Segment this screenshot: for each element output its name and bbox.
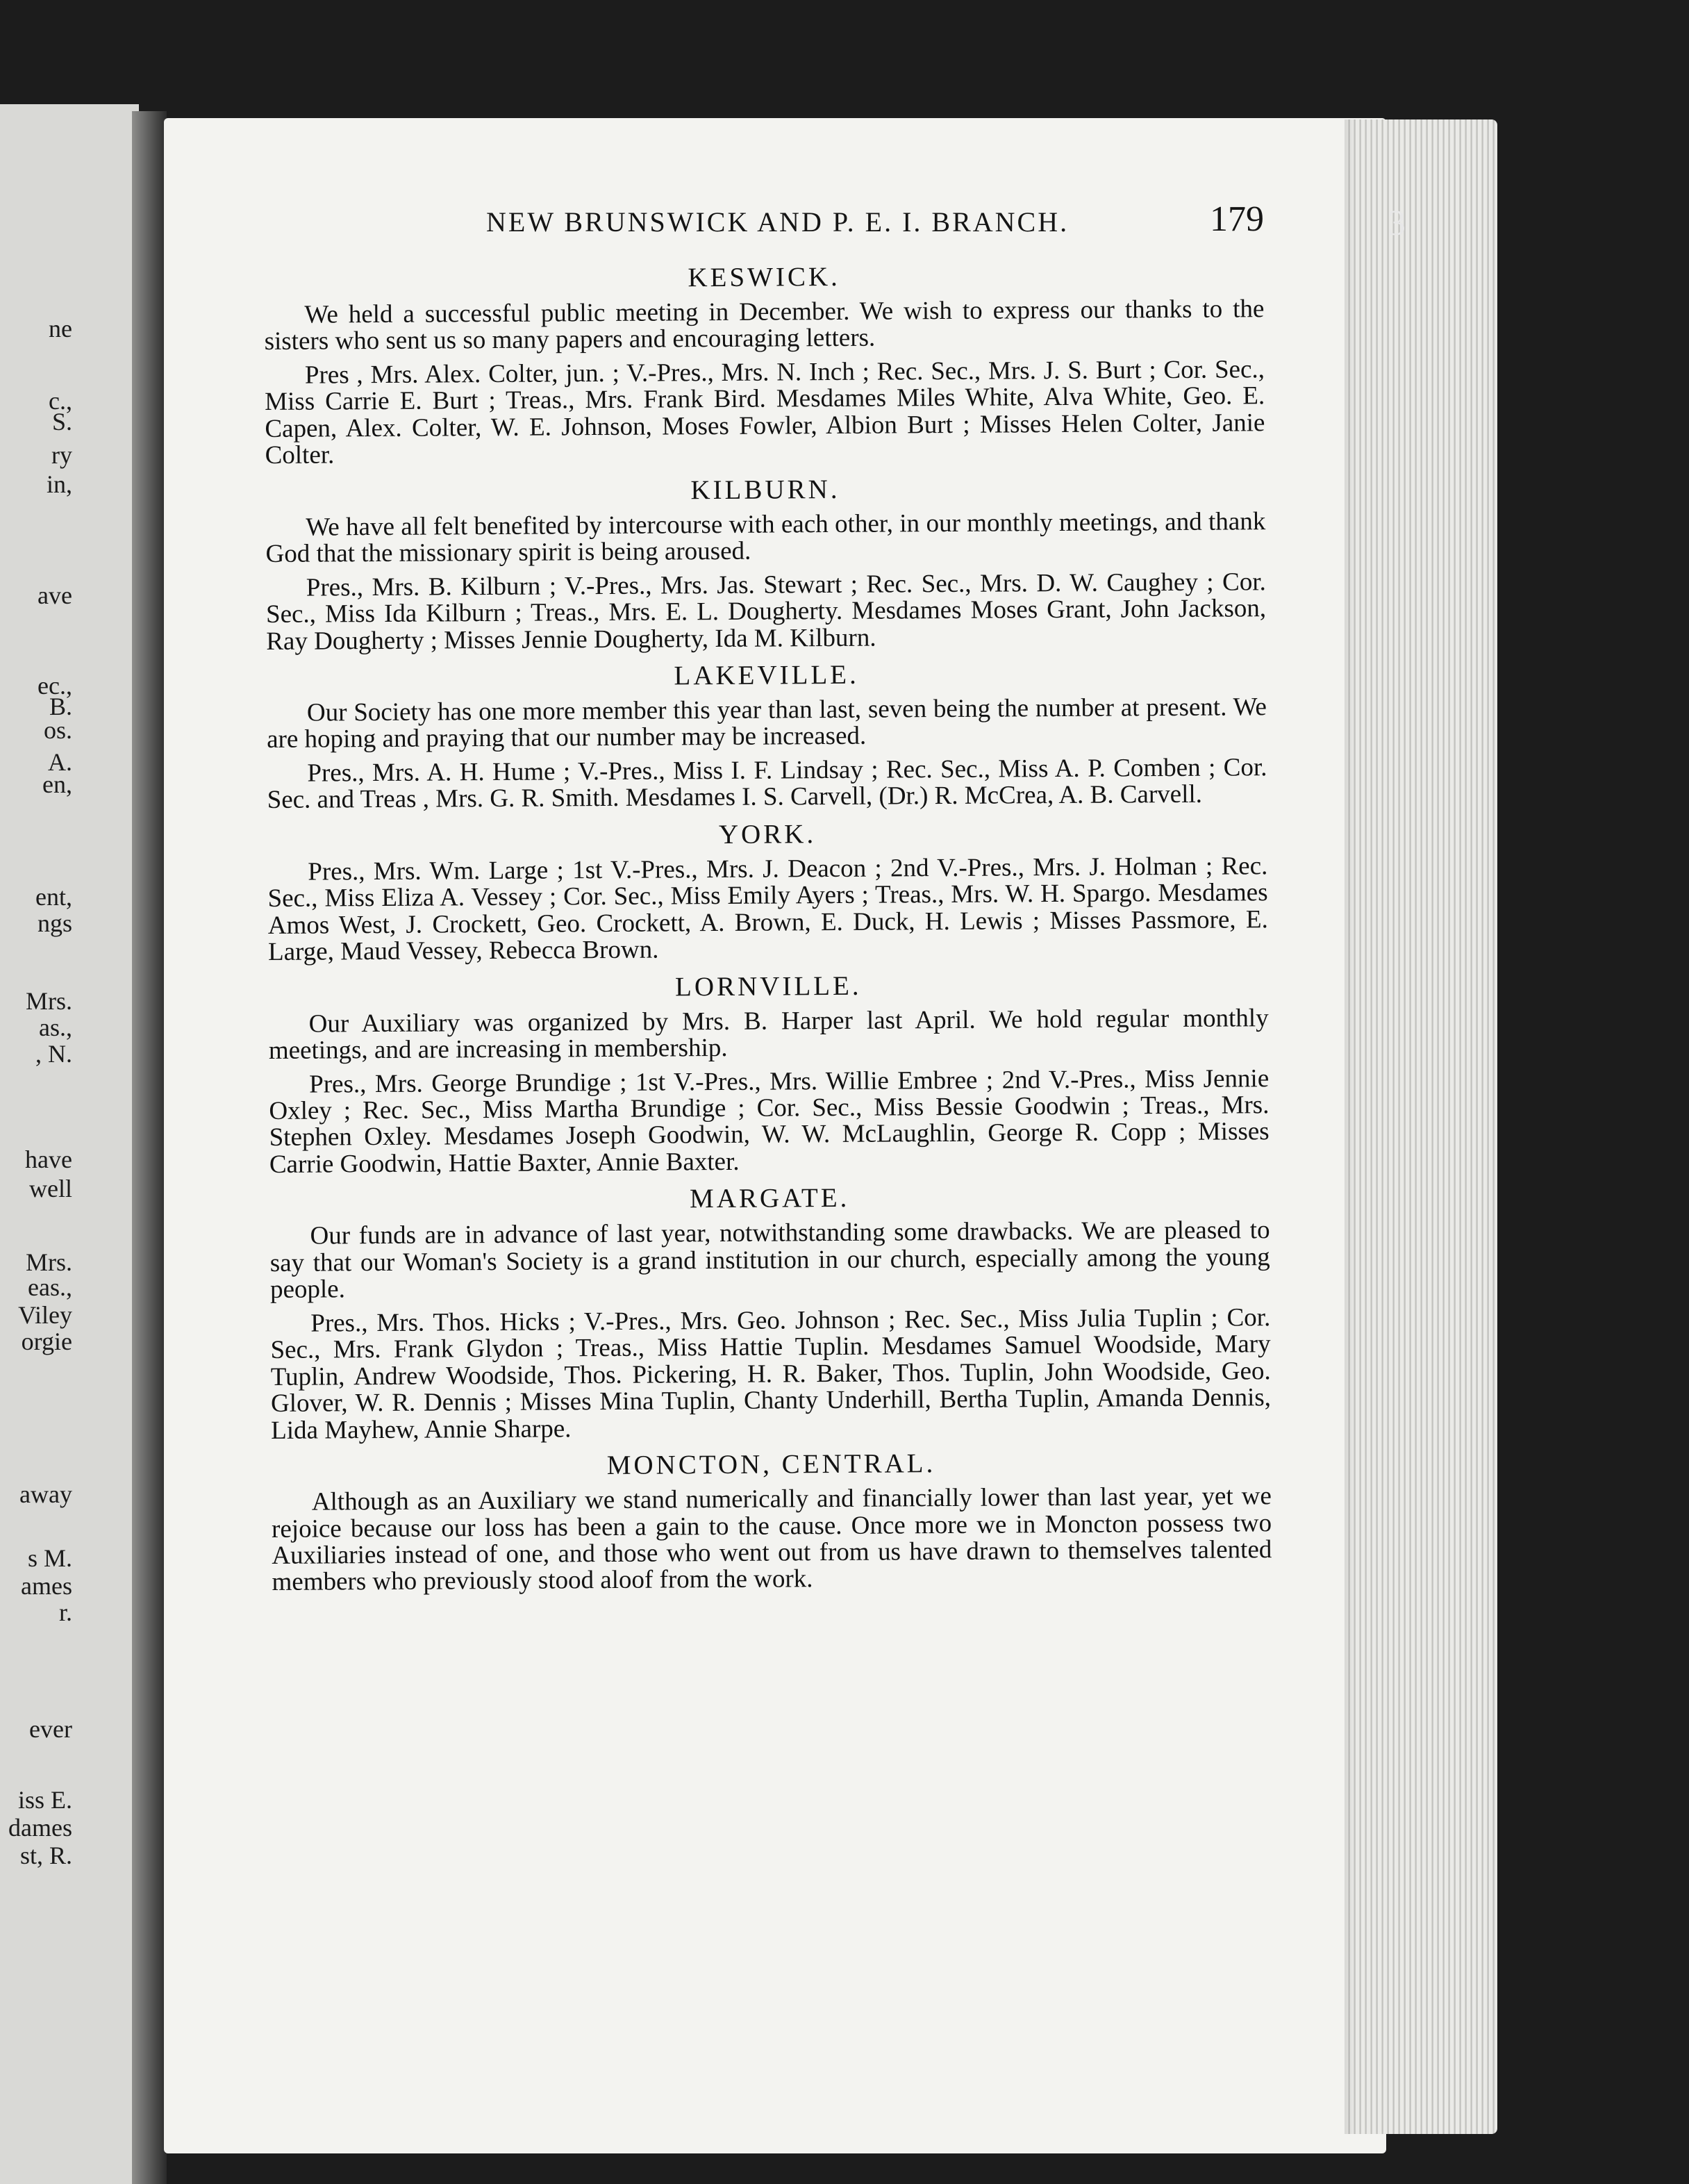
left-page-fragment: have [25, 1145, 72, 1173]
page-header [486, 199, 1264, 251]
officers-paragraph: Pres., Mrs. B. Kilburn ; V.-Pres., Mrs. Jas. Stewart ; Rec. Sec., Mrs. D. W. Caughey ; Cor. Sec., Miss Ida Kilburn ; Treas., Mrs. E. L. Dougherty. Mesdames Moses Grant, John Jackson, Ray Dougherty ; Misses Jennie Dougherty, Ida M. Kilburn. [265, 567, 1267, 656]
report-paragraph: Our Auxiliary was organized by Mrs. B. Harper last April. We hold regular monthly meetings, and are increasing in membership. [268, 1003, 1269, 1066]
left-page-fragment: eas., [28, 1273, 72, 1301]
left-page-fragment: in, [46, 470, 72, 498]
left-page-fragment: s M. [27, 1544, 72, 1572]
left-page-fragment: B. [49, 693, 72, 720]
left-page-fragment: os. [43, 716, 72, 744]
left-page-fragment: ent, [35, 883, 72, 911]
page-edge-shadow [1345, 119, 1356, 2134]
section [268, 970, 1270, 1179]
officers-paragraph: Pres., Mrs. George Brundige ; 1st V.-Pres., Mrs. Willie Embree ; 2nd V.-Pres., Miss Jennie Oxley ; Rec. Sec., Miss Martha Brundige ; Cor. Sec., Miss Bessie Goodwin ; Treas., Mrs. Stephen Oxley. Mesdames Joseph Goodwin, W. W. McLaughlin, George R. Copp ; Misses Carrie Goodwin, Hattie Baxter, Annie Baxter. [269, 1064, 1270, 1179]
gutter-shadow [132, 111, 167, 2184]
left-page-fragment: Mrs. [25, 1248, 72, 1276]
report-paragraph: Our funds are in advance of last year, notwithstanding some drawbacks. We are pleased to say that our Woman's Society is a grand institution in our church, especially among the young people. [269, 1216, 1270, 1305]
page-edges [1345, 119, 1497, 2134]
left-page-fragment: ames [21, 1572, 72, 1600]
section-title: MONCTON, CENTRAL. [606, 1448, 936, 1481]
left-page-fragment: dames [8, 1814, 72, 1842]
section [271, 1448, 1272, 1596]
left-page-fragment: ngs [37, 909, 72, 937]
left-page-fragment: A. [48, 748, 72, 776]
section [267, 818, 1268, 966]
officers-paragraph: Pres., Mrs. A. H. Hume ; V.-Pres., Miss I. F. Lindsay ; Rec. Sec., Miss A. P. Comben ; Cor. Sec. and Treas , Mrs. G. R. Smith. Mesdames I. S. Carvell, (Dr.) R. McCrea, A. B. Carvell. [267, 753, 1267, 815]
officers-paragraph: Pres., Mrs. Wm. Large ; 1st V.-Pres., Mrs. J. Deacon ; 2nd V.-Pres., Mrs. J. Holman ; Rec. Sec., Miss Eliza A. Vessey ; Cor. Sec., Miss Emily Ayers ; Treas., Mrs. W. H. Spargo. Mesdames Amos West, J. Crockett, Geo. Crockett, A. Brown, E. Duck, H. Lewis ; Misses Passmore, E. Large, Maud Vessey, Rebecca Brown. [267, 851, 1268, 967]
running-head: NEW BRUNSWICK AND P. E. I. BRANCH. [486, 206, 1070, 238]
left-page-fragment: orgie [21, 1327, 72, 1355]
section-title: KESWICK. [688, 261, 840, 293]
left-page-fragment: en, [42, 770, 72, 798]
left-page-fragment: ne [49, 315, 72, 342]
left-page-fragment: ever [29, 1715, 72, 1743]
left-page-fragment: ec., [38, 672, 72, 700]
left-page-fragment: Mrs. [25, 987, 72, 1015]
left-page-fragment: , N. [35, 1040, 72, 1068]
left-page-fragment: S. [51, 408, 72, 436]
left-page-text-fragments [0, 0, 83, 2184]
page-content [264, 260, 1272, 1603]
report-paragraph: Our Society has one more member this year than last, seven being the number at present. We are hoping and praying that our number may be increased. [267, 693, 1267, 754]
section [264, 260, 1265, 470]
left-page-fragment: ave [38, 581, 72, 609]
report-paragraph: Although as an Auxiliary we stand numerically and financially lower than last year, yet we rejoice because our loss has been a gain to the cause. Once more we in Moncton possess two Auxiliaries instead of one, and those who went out from us have drawn to themselves talented members who previously stood aloof from the work. [271, 1482, 1272, 1597]
report-paragraph: We held a successful public meeting in December. We wish to express our thanks to the sisters who sent us so many papers and encouraging letters. [264, 295, 1265, 356]
section-title: KILBURN. [690, 474, 840, 506]
officers-paragraph: Pres , Mrs. Alex. Colter, jun. ; V.-Pres., Mrs. N. Inch ; Rec. Sec., Mrs. J. S. Burt ; Cor. Sec., Miss Carrie E. Burt ; Treas., Mrs. Frank Bird. Mesdames Miles White, Alva White, Geo. E. Capen, Alex. Colter, W. E. Johnson, Moses Fowler, Albion Burt ; Misses Helen Colter, Janie Colter. [265, 355, 1265, 470]
section [265, 473, 1267, 655]
page-number: 179 [1210, 199, 1264, 239]
left-page-fragment: ry [51, 441, 72, 469]
left-page-fragment: Viley [18, 1301, 72, 1329]
left-page-fragment: r. [58, 1598, 72, 1626]
left-page-fragment: iss E. [17, 1786, 72, 1814]
section-title: LAKEVILLE. [674, 659, 859, 691]
right-edge-glyph: 3 [1388, 204, 1406, 243]
section-title: LORNVILLE. [674, 970, 862, 1002]
left-page-fragment: st, R. [19, 1842, 72, 1869]
section-title: MARGATE. [689, 1183, 850, 1214]
left-page-fragment: well [29, 1175, 72, 1202]
report-paragraph: We have all felt benefited by intercourse with each other, in our monthly meetings, and thank God that the missionary spirit is being aroused. [265, 506, 1266, 569]
section [269, 1182, 1271, 1444]
section [267, 659, 1267, 814]
left-page-fragment: away [19, 1480, 72, 1508]
left-page-fragment: as., [39, 1014, 72, 1041]
left-page-fragment: c., [49, 387, 72, 415]
section-title: YORK. [718, 819, 817, 850]
officers-paragraph: Pres., Mrs. Thos. Hicks ; V.-Pres., Mrs. Geo. Johnson ; Rec. Sec., Miss Julia Tuplin ; Cor. Sec., Mrs. Frank Glydon ; Treas., Miss Hattie Tuplin. Mesdames Samuel Woodside, Mary Tuplin, Andrew Woodside, Thos. Pickering, H. R. Baker, Thos. Tuplin, John Woodside, Geo. Glover, W. R. Dennis ; Misses Mina Tuplin, Chanty Underhill, Bertha Tuplin, Amanda Dennis, Lida Mayhew, Annie Sharpe. [270, 1302, 1272, 1445]
